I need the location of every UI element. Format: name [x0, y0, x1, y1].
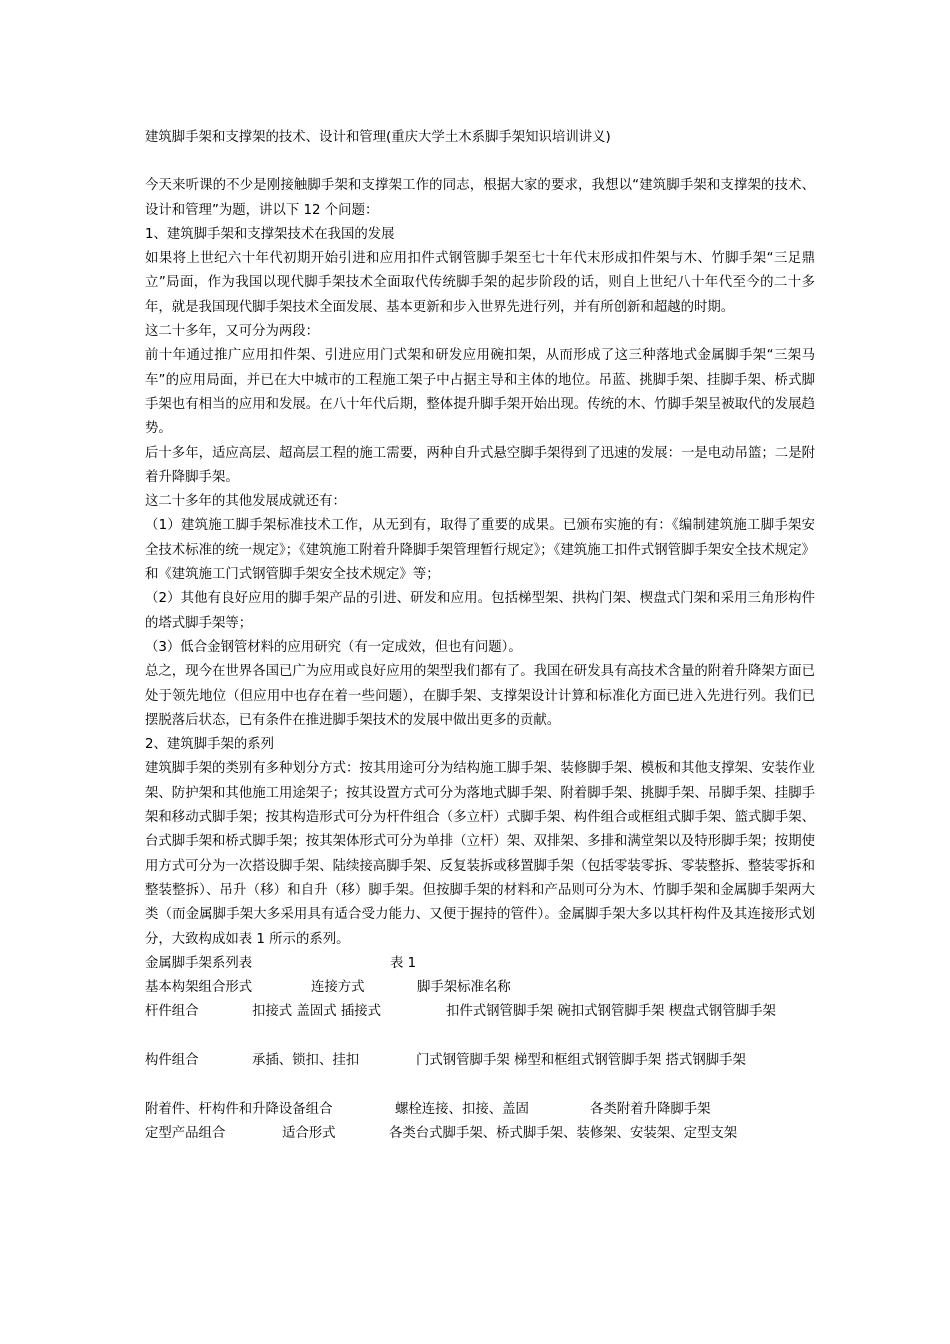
table-cell: 门式钢管脚手架 梯型和框组式钢管脚手架 搭式钢脚手架: [416, 1052, 746, 1068]
table-header-row: [145, 976, 815, 1000]
table-caption-number: 表 1: [390, 955, 417, 971]
table-cell: 扣件式钢管脚手架 碗扣式钢管脚手架 楔盘式钢管脚手架: [446, 1004, 776, 1020]
table-cell: 构件组合: [145, 1052, 199, 1068]
paragraph: 如果将上世纪六十年代初期开始引进和应用扣件式钢管脚手架至七十年代末形成扣件架与木、竹脚手架“三足鼎立”局面，作为我国以现代脚手架技术全面取代传统脚手架的起步阶段的话，则自上世纪八十年代至今的二十多年，就是我国现代脚手架技术全面发展、基本更新和步入世界先进行列，并有所创新和超越的时期。: [145, 251, 815, 315]
list-item: （1）建筑施工脚手架标准技术工作，从无到有，取得了重要的成果。已颁布实施的有：《编制建筑施工脚手架安全技术标准的统一规定》；《建筑施工附着升降脚手架管理暂行规定》；《建筑施工扣件式钢管脚手架安全技术规定》和《建筑施工门式钢管脚手架安全技术规定》等；: [145, 518, 815, 583]
table-cell: 适合形式: [282, 1125, 336, 1141]
table-cell: 扣接式 盖固式 插接式: [252, 1004, 382, 1020]
paragraph: 这二十多年的其他发展成就还有：: [145, 494, 346, 510]
section-heading-1: 1、建筑脚手架和支撑架技术在我国的发展: [145, 226, 395, 242]
table-cell: 各类台式脚手架、桥式脚手架、装修架、安装架、定型支架: [389, 1125, 738, 1141]
table-cell: 各类附着升降脚手架: [590, 1101, 711, 1117]
table-row: [145, 1122, 815, 1146]
table-header-cell: 脚手架标准名称: [417, 980, 511, 996]
paragraph: 后十多年，适应高层、超高层工程的施工需要，两种自升式悬空脚手架得到了迅速的发展：一是电动吊篮；二是附着升降脚手架。: [145, 445, 815, 485]
paragraph: 这二十多年，又可分为两段：: [145, 324, 320, 340]
table-cell: 附着件、杆构件和升降设备组合: [145, 1101, 333, 1117]
list-item: （3）低合金钢管材料的应用研究（有一定成效，但也有问题）。: [145, 639, 522, 655]
table-cell: 杆件组合: [145, 1004, 199, 1020]
list-item: （2）其他有良好应用的脚手架产品的引进、研发和应用。包括梯型架、拱构门架、楔盘式门架和采用三角形构件的塔式脚手架等；: [145, 591, 815, 631]
paragraph: 总之，现今在世界各国已广为应用或良好应用的架型我们都有了。我国在研发具有高技术含量的附着升降架方面已处于领先地位（但应用中也存在着一些问题），在脚手架、支撑架设计计算和标准化方面已进入先进行列。我们已摆脱落后状态，已有条件在推进脚手架技术的发展中做出更多的贡献。: [145, 664, 815, 728]
table-row: [145, 1049, 815, 1073]
table-row: [145, 1000, 815, 1024]
paragraph-intro: 今天来听课的不少是刚接触脚手架和支撑架工作的同志，根据大家的要求，我想以“建筑脚手架和支撑架的技术、设计和管理”为题，讲以下 12 个问题：: [145, 178, 815, 218]
section-heading-2: 2、建筑脚手架的系列: [145, 737, 275, 753]
table-caption: [145, 952, 815, 976]
table-row: [145, 1098, 815, 1122]
document-title: 建筑脚手架和支撑架的技术、设计和管理(重庆大学土木系脚手架知识培训讲义): [145, 130, 611, 145]
table-cell: 螺栓连接、扣接、盖固: [395, 1101, 529, 1117]
table-header-cell: 连接方式: [311, 980, 365, 996]
table-cell: 承插、锁扣、挂扣: [252, 1052, 360, 1068]
table-caption-title: 金属脚手架系列表: [145, 955, 253, 971]
table-header-cell: 基本构架组合形式: [145, 980, 253, 996]
paragraph: 前十年通过推广应用扣件架、引进应用门式架和研发应用碗扣架，从而形成了这三种落地式金属脚手架“三架马车”的应用局面，并已在大中城市的工程施工架子中占据主导和主体的地位。吊蓝、挑脚手架、挂脚手架、桥式脚手架也有相当的应用和发展。在八十年代后期，整体提升脚手架开始出现。传统的木、竹脚手架呈被取代的发展趋势。: [145, 348, 815, 437]
table-cell: 定型产品组合: [145, 1125, 226, 1141]
paragraph: 建筑脚手架的类别有多种划分方式：按其用途可分为结构施工脚手架、装修脚手架、模板和其他支撑架、安装作业架、防护架和其他施工用途架子；按其设置方式可分为落地式脚手架、附着脚手架、挑脚手架、吊脚手架、挂脚手架和移动式脚手架；按其构造形式可分为杆件组合（多立杆）式脚手架、构件组合或框组式脚手架、篮式脚手架、台式脚手架和桥式脚手架；按其架体形式可分为单排（立杆）架、双排架、多排和满堂架以及特形脚手架；按期使用方式可分为一次搭设脚手架、陆续接高脚手架、反复装拆或移置脚手架（包括零装零拆、零装整拆、整装零拆和整装整拆）、吊升（移）和自升（移）脚手架。但按脚手架的材料和产品则可分为木、竹脚手架和金属脚手架两大类（而金属脚手架大多采用具有适合受力能力、又便于握持的管件）。金属脚手架大多以其杆构件及其连接形式划分，大致构成如表 1 所示的系列。: [145, 761, 815, 947]
document-page: [145, 126, 815, 1146]
